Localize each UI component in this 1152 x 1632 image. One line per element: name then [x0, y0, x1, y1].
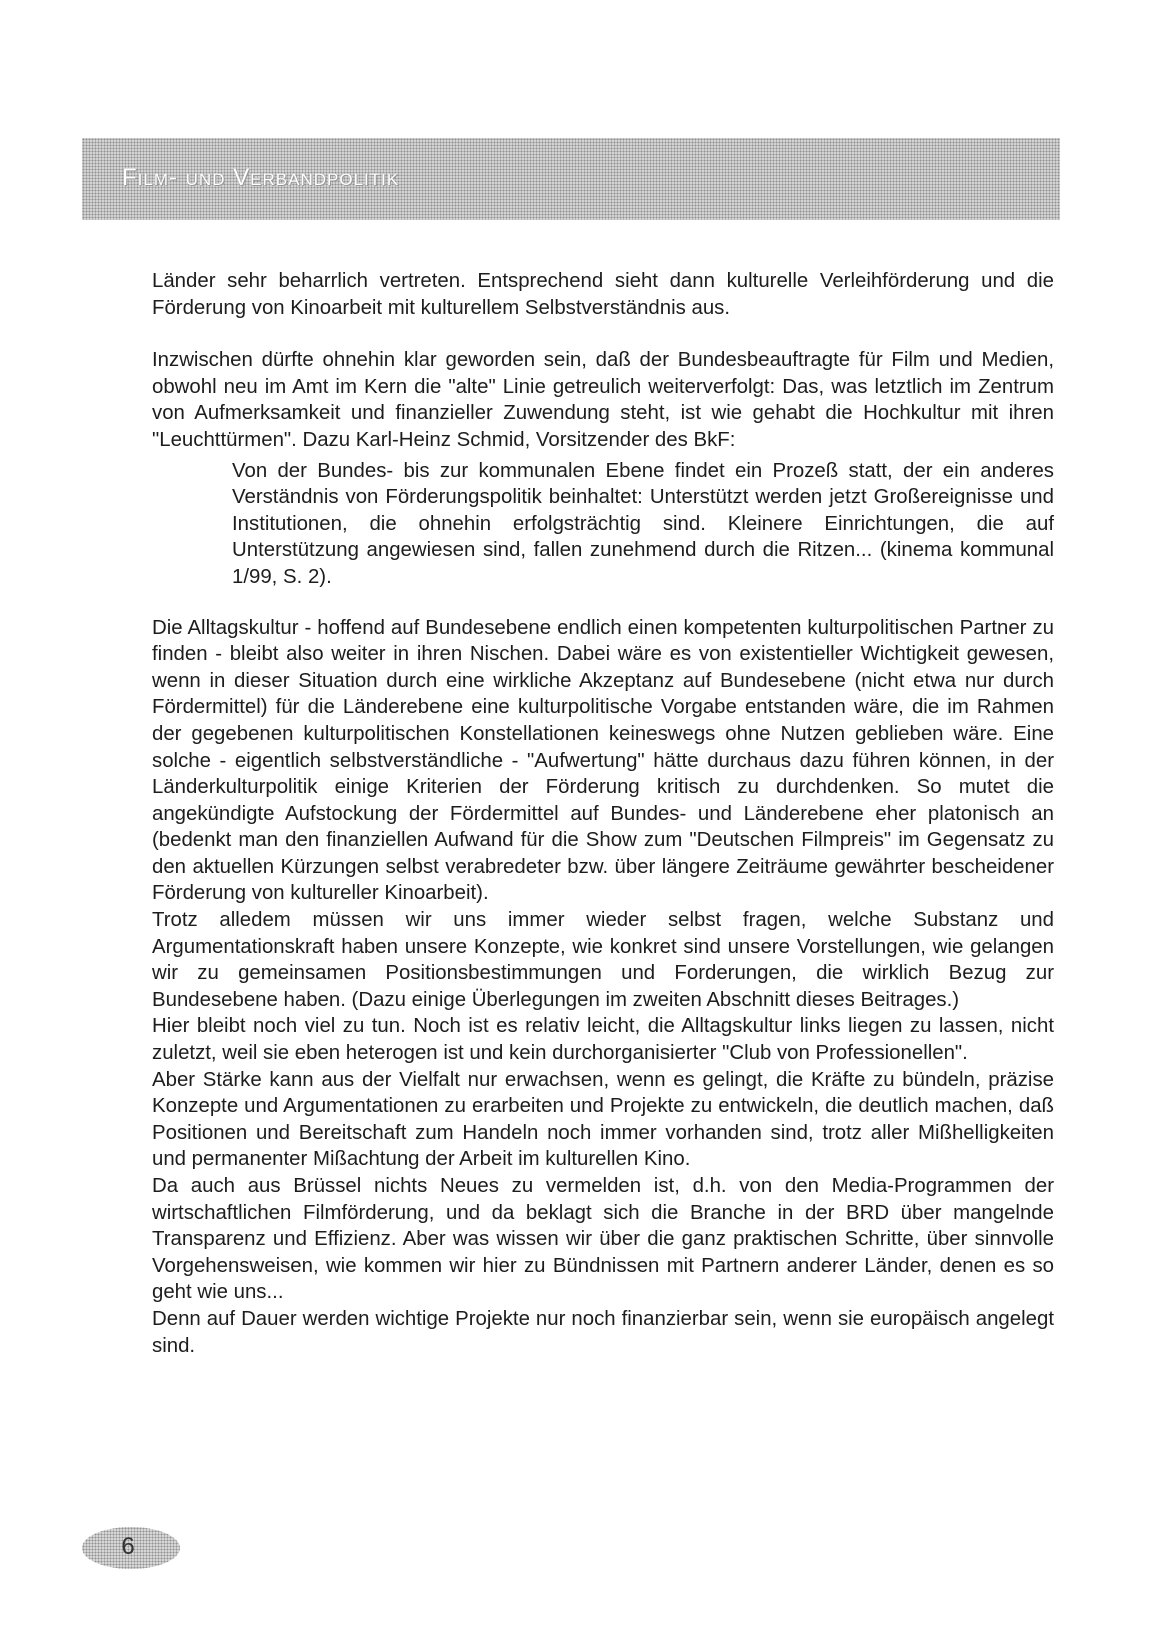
body-paragraph: Aber Stärke kann aus der Vielfalt nur erwachsen, wenn es gelingt, die Kräfte zu bündeln, präzise Konzepte und Argumentationen zu erarbeiten und Projekte zu entwickeln, die deutlich machen, daß Positionen und Bereitschaft zum Handeln noch immer vorhanden sind, trotz aller Mißhelligkeiten und permanenter Mißachtung der Arbeit im kulturellen Kino. — [152, 1068, 1054, 1171]
article-body — [152, 268, 1054, 1359]
body-paragraph: Inzwischen dürfte ohnehin klar geworden sein, daß der Bundesbeauftragte für Film und Medien, obwohl neu im Amt im Kern die "alte" Linie getreulich weiterverfolgt: Das, was letztlich im Zentrum von Aufmerksamkeit und finanzieller Zuwendung steht, ist wie gehabt die Hochkultur mit ihren "Leuchttürmen". Dazu Karl-Heinz Schmid, Vorsitzender des BkF: — [152, 349, 1054, 451]
page-number: 6 — [121, 1533, 135, 1560]
section-header-band — [82, 138, 1060, 220]
body-paragraph: Da auch aus Brüssel nichts Neues zu vermelden ist, d.h. von den Media-Programmen der wirtschaftlichen Filmförderung, und da beklagt sich die Branche in der BRD über mangelnde Transparenz und Effizienz. Aber was wissen wir über die ganz praktischen Schritte, über sinnvolle Vorgehensweisen, wie kommen wir hier zu Bündnissen mit Partnern anderer Länder, denen es so geht wie uns... — [152, 1175, 1054, 1304]
body-paragraph: Länder sehr beharrlich vertreten. Entsprechend sieht dann kulturelle Verleihförderung und die Förderung von Kinoarbeit mit kulturellem Selbstverständnis aus. — [152, 270, 1054, 319]
body-paragraph: Die Alltagskultur - hoffend auf Bundesebene endlich einen kompetenten kulturpolitischen Partner zu finden - bleibt also weiter in ihren Nischen. Dabei wäre es von existentieller Wichtigkeit gewesen, wenn in dieser Situation durch eine wirkliche Akzeptanz auf Bundesebene (nicht etwa nur durch Fördermittel) für die Länderebene eine kulturpolitische Vorgabe entstanden wäre, die im Rahmen der gegebenen kulturpolitischen Konstellationen keineswegs ohne Nutzen geblieben wäre. Eine solche - eigentlich selbstverständliche - "Aufwertung" hätte durchaus dazu führen können, in der Länderkulturpolitik einige Kriterien der Förderung kritisch zu durchdenken. So mutet die angekündigte Aufstockung der Fördermittel auf Bundes- und Länderebene eher platonisch an (bedenkt man den finanziellen Aufwand für die Show zum "Deutschen Filmpreis" im Gegensatz zu den aktuellen Kürzungen selbst verabredeter bzw. über längere Zeiträume gewährter bescheidener Förderung von kultureller Kinoarbeit). — [152, 616, 1054, 905]
body-paragraph: Hier bleibt noch viel zu tun. Noch ist es relativ leicht, die Alltagskultur links liegen zu lassen, nicht zuletzt, weil sie eben heterogen ist und kein durchorganisierter "Club von Professionellen". — [152, 1015, 1054, 1065]
page-number-badge — [82, 1527, 180, 1569]
body-paragraph: Denn auf Dauer werden wichtige Projekte nur noch finanzierbar sein, wenn sie europäisch angelegt sind. — [152, 1307, 1054, 1357]
body-paragraph: Trotz alledem müssen wir uns immer wieder selbst fragen, welche Substanz und Argumentationskraft haben unsere Konzepte, wie konkret sind unsere Vorstellungen, wie gelangen wir zu gemeinsamen Positionsbestimmungen und Forderungen, die wirklich Bezug zur Bundesebene haben. (Dazu einige Überlegungen im zweiten Abschnitt dieses Beitrages.) — [152, 909, 1054, 1011]
block-quote: Von der Bundes- bis zur kommunalen Ebene findet ein Prozeß statt, der ein anderes Verständnis von Förderungspolitik beinhaltet: Unterstützt werden jetzt Großereignisse und Institutionen, die ohnehin erfolgsträchtig sind. Kleinere Einrichtungen, die auf Unterstützung angewiesen sind, fallen zunehmend durch die Ritzen... (kinema kommunal 1/99, S. 2). — [232, 459, 1054, 588]
section-title: Film- und Verbandpolitik — [122, 164, 400, 191]
